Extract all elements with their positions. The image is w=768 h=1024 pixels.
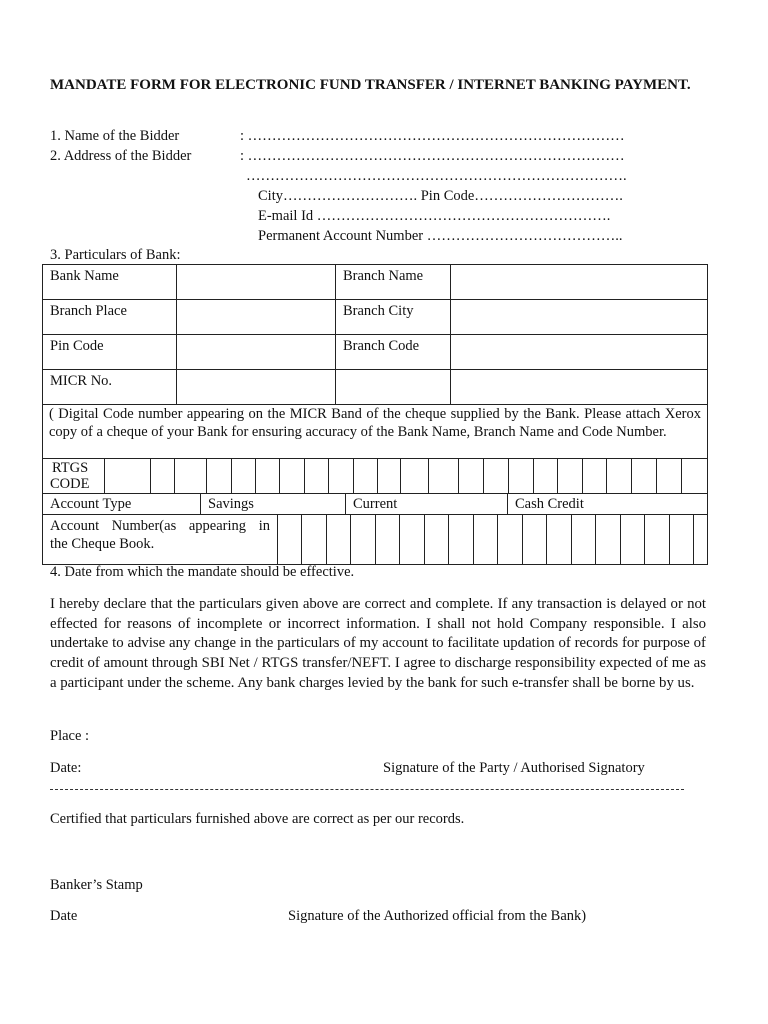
rtgs-label-line1: RTGS bbox=[52, 460, 89, 476]
cash-credit-option[interactable]: Cash Credit bbox=[515, 496, 584, 512]
bidder-address-line2[interactable]: ……………………………………………………………………. bbox=[246, 168, 627, 184]
account-type-label: Account Type bbox=[50, 496, 132, 512]
pin-code-label: Pin Code bbox=[50, 338, 104, 354]
rtgs-label-line2: CODE bbox=[50, 476, 90, 492]
date-label: Date: bbox=[50, 760, 82, 776]
bidder-name-field[interactable]: : …………………………………………………………………… bbox=[240, 128, 625, 144]
current-option[interactable]: Current bbox=[353, 496, 398, 512]
micr-label: MICR No. bbox=[50, 373, 113, 389]
declaration-paragraph: I hereby declare that the particulars given above are correct and complete. If any transaction is delayed or not effected for reasons of incomplete or incorrect information. I shall not hold Company responsible. I also undertake to advise any change in the particulars of my account to facilitate updation of records for purpose of credit of amount through SBI Net / RTGS transfer/NEFT. I agree to discharge responsibility expected of me as a participant under the scheme. Any bank charges levied by the bank for such e-transfer shall be borne by us. bbox=[50, 596, 706, 691]
account-number-label-line1: Account Number(as appearing in bbox=[50, 518, 270, 534]
bankers-stamp-label: Banker’s Stamp bbox=[50, 877, 143, 893]
party-signature-label: Signature of the Party / Authorised Signatory bbox=[383, 760, 645, 776]
pan-line[interactable]: Permanent Account Number ………………………………….. bbox=[258, 228, 623, 244]
branch-code-label: Branch Code bbox=[343, 338, 420, 354]
account-number-label-line2: the Cheque Book. bbox=[50, 536, 155, 552]
bank-section-label: 3. Particulars of Bank: bbox=[50, 247, 181, 263]
bank-date-label: Date bbox=[50, 908, 78, 924]
place-label: Place : bbox=[50, 728, 90, 744]
bidder-address-field[interactable]: : …………………………………………………………………… bbox=[240, 148, 625, 164]
separator-dashed-line bbox=[50, 789, 684, 790]
bidder-address-label: 2. Address of the Bidder bbox=[50, 148, 192, 164]
email-line[interactable]: E-mail Id ……………………………………………………. bbox=[258, 208, 611, 224]
bidder-name-label: 1. Name of the Bidder bbox=[50, 128, 180, 144]
bank-name-label: Bank Name bbox=[50, 268, 119, 284]
city-pin-line[interactable]: City………………………. Pin Code…………………………. bbox=[258, 188, 623, 204]
branch-name-label: Branch Name bbox=[343, 268, 424, 284]
savings-option[interactable]: Savings bbox=[208, 496, 254, 512]
form-title: MANDATE FORM FOR ELECTRONIC FUND TRANSFER / INTERNET BANKING PAYMENT. bbox=[50, 77, 691, 93]
bank-signature-label: Signature of the Authorized official from the Bank) bbox=[288, 908, 587, 924]
branch-place-label: Branch Place bbox=[50, 303, 127, 319]
branch-city-label: Branch City bbox=[343, 303, 414, 319]
certified-text: Certified that particulars furnished above are correct as per our records. bbox=[50, 811, 465, 827]
effective-date-label: 4. Date from which the mandate should be effective. bbox=[50, 564, 355, 580]
micr-note: ( Digital Code number appearing on the MICR Band of the cheque supplied by the Bank. Please attach Xerox copy of a cheque of your Bank for ensuring accuracy of the Bank Name, Branch Name and Code Number. bbox=[49, 406, 701, 440]
